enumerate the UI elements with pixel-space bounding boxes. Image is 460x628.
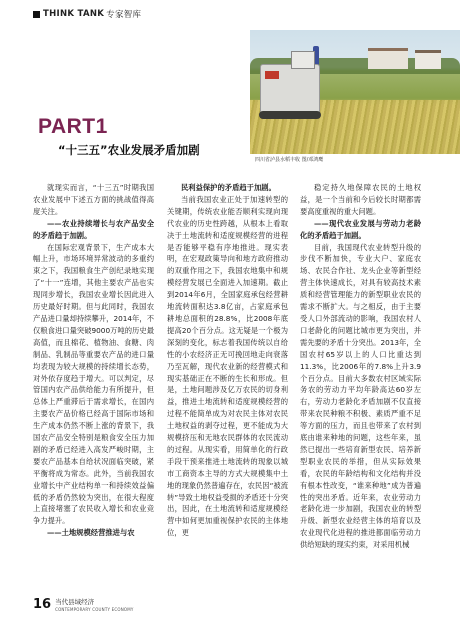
page-number: 16	[33, 597, 52, 612]
publication-name-en: CONTEMPORARY COUNTY ECONOMY	[55, 607, 134, 612]
combine-harvester	[260, 64, 320, 114]
subheading: 民利益保护的矛盾趋于加剧。	[181, 183, 276, 192]
house	[415, 50, 441, 69]
text-column-2	[167, 182, 288, 539]
header-square-icon	[33, 11, 40, 18]
body-paragraph: 稳定持久地保障农民的土地权益，是一个当前和今后较长时期都需要高度重视的重大问题。	[300, 183, 421, 216]
subheading: ——农业持续增长与农产品安全的矛盾趋于加剧。	[33, 218, 154, 240]
page-footer	[33, 598, 134, 614]
house	[368, 48, 408, 69]
body-paragraph: 就现实而言，“十三五”时期我国农业发展中下述五方面的挑战值得高度关注。	[33, 183, 154, 216]
body-paragraph: 目前，我国现代农业转型升级的步伐不断加快，专业大户、家庭农场、农民合作社、龙头企业等新型经营主体快速成长，对具有较高技术素质和经营管理能力的新型职业农民的需求不断扩大。与之相反，由于主要受人口外部流动的影响，我国农村人口老龄化的问题比城市更为突出，并需先要的矛盾十分突出。2013年，全国农村65岁以上的人口比重达到11.3%，比2006年的7.8%上升3.9个百分点。目前大多数农村区域实际务农的劳动力平均年龄高达60岁左右，劳动力老龄化矛盾加剧不仅直接带来农民种粮不积极、素质严重不足等方面的压力，而且也带来了农村到底由谁来种地的问题，这些年来，虽然已提出一些培育新型农民、培养新型职业农民的举措，但从实际效果看，农民的年龄结构和文化结构并没有根本性改变，“谁来种地”成为普遍性的突出矛盾。近年来，农业劳动力老龄化进一步加剧，我国农业的转型升级、新型农业经营主体的培育以及农业现代化进程的推进都面临劳动力供给短缺的现实约束，对采用机械	[300, 242, 421, 550]
text-column-3	[300, 182, 421, 551]
section-header	[33, 8, 141, 20]
header-section: 专家智库	[106, 10, 142, 20]
text-column-1	[33, 182, 154, 539]
subheading: ——现代农业发展与劳动力老龄化的矛盾趋于加剧。	[300, 218, 421, 240]
header-brand: THINK TANK	[43, 9, 105, 19]
part-label: PART1	[38, 115, 108, 138]
publication-name: 当代县域经济	[55, 598, 95, 606]
photo-caption: 四川省泸县水稻丰收 图/邓鸿鹰	[255, 157, 324, 163]
body-paragraph: 在国际宏观背景下，生产成本大幅上升，市场环境异常波动的多重约束之下，我国粮食生产创纪录地实现了“十一”连增，其他主要农产品也实现同步增长，我国农业增长因此进入历史最好时期。但与此同时，我国农产品进口量却持续攀升，2014年，不仅粮食进口量突破9000万吨的历史最高值，而且棉花、植物油、食糖、肉制品、乳制品等重要农产品的进口量均表现为较大规模的持续增长态势，对外依存度趋于增大。可以判定，尽管国内农产品供给能力有所提升，但总体上严重滞后于需求增长，在国内主要农产品价格已经高于国际市场和生产成本仍然不断上涨的背景下，我国农产品安全特别是粮食安全压力加剧的矛盾已经进入高发严峻时期，主要农产品基本自给状况面临突破，紧平衡将成为常态。此外，当前我国农业增长中产业结构单一和持续效益偏低的矛盾仍然较为突出，在很大程度上直接堵塞了农民收入增长和农业竞争力提升。	[33, 242, 154, 526]
body-paragraph: 当前我国农业正处于加速转型的关键期，传统农业能否顺利实现向现代农业的历史性跨越，从根本上看取决于土地流转和适度规模经营的进程是否能够平稳有序地推进。现实表明，在宏观政策导向和地方政府推动的双重作用之下，我国农地集中和规模经营发展已全面进入加速期。截止到2014年6月，全国家庭承包经营耕地流转面积达3.8亿亩，占家庭承包耕地总面积的28.8%，比2008年底提高20个百分点。这无疑是一个极为深刻的变化，标志着我国传统以自给性的小农经济正无可挽回地走向衰落乃至瓦解，现代农业新的经营模式和现实基础正在不断的生长和形成。但是，土地问题涉及亿万农民的切身利益，推进土地流转和适度规模经营的过程不能简单成为对农民主体对农民土地权益的剥夺过程，更不能成为大规模挤压和无地农民群体的农民流动的过程。从现实看，用简单化的行政手段干预来推进土地流转的现象以城市工商资本主导的方式大规模集中土地的现象仍然普遍存在，农民因“被流转”导致土地权益受损的矛盾还十分突出，因此，在土地流转和适度规模经营中如何更加重视保护农民的主体地位，更	[167, 194, 288, 538]
article-headline: “十三五”农业发展矛盾加剧	[58, 143, 200, 157]
subheading: ——土地规模经营推进与农	[47, 528, 135, 538]
rice-harvest-photo	[250, 30, 460, 154]
